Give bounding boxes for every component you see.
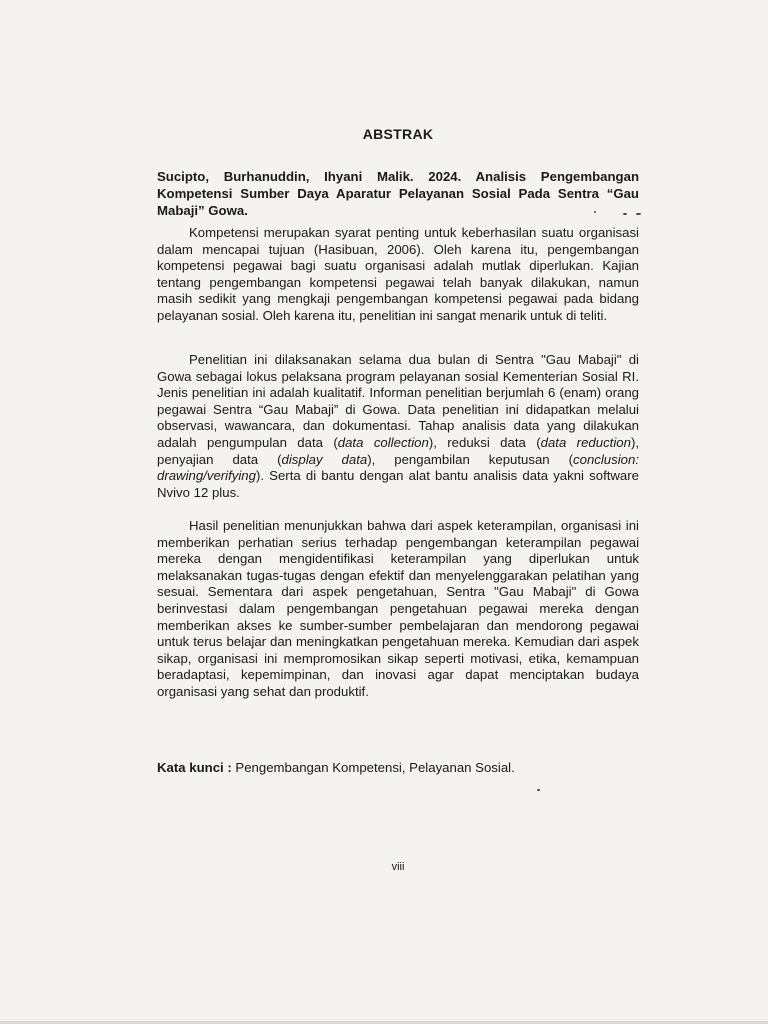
keywords [157,759,639,776]
keywords-label: Kata kunci : [157,760,232,775]
paragraph-text: ), penyajian data ( [157,434,639,467]
italic-term: data collection [337,434,429,450]
paragraph-text: Hasil penelitian menunjukkan bahwa dari aspek keterampilan, organisasi ini memberikan perhatian serius terhadap pengembangan keterampilan pegawai mereka dengan mengidentifikasi keterampilan yang diperlukan untuk melaksanakan tugas-tugas dengan efektif dan menyelenggarakan pelatihan yang sesuai. Sementara dari aspek pengetahuan, Sentra "Gau Mabaji" di Gowa berinvestasi dalam pengembangan pengetahuan pegawai mereka dengan memberikan akses ke sumber-sumber pembelajaran dan mendorong pegawai untuk terus belajar dan meningkatkan pengetahuan mereka. Kemudian dari aspek sikap, organisasi ini mempromosikan sikap seperti motivasi, etika, kemampuan beradaptasi, kepemimpinan, dan inovasi agar dapat menciptakan budaya organisasi yang sehat dan produktif. [157,518,639,699]
paragraph-text: Penelitian ini dilaksanakan selama dua bulan di Sentra "Gau Mabaji" di Gowa sebagai lokus pelaksana program pelayanan sosial Kementerian Sosial RI. Jenis penelitian ini adalah kualitatif. Informan penelitian berjumlah 6 (enam) orang pegawai Sentra “Gau Mabaji” di Gowa. Data penelitian ini didapatkan melalui observasi, wawancara, dan dokumentasi. Tahap analisis data yang dilakukan adalah pengumpulan data ( [157,352,639,450]
paragraph-2 [157,352,639,501]
italic-term: data reduction [540,434,631,450]
citation: Sucipto, Burhanuddin, Ihyani Malik. 2024. Analisis Pengembangan Kompetensi Sumber Daya Aparatur Pelayanan Sosial Pada Sentra “Gau Mabaji” Gowa. [157,169,639,218]
paragraph-text: ), pengambilan keputusan ( [367,451,574,467]
paragraph-text: ). Serta di bantu dengan alat bantu analisis data yakni software Nvivo 12 plus. [157,468,639,500]
scan-speck [623,213,627,215]
keywords-text: Pengembangan Kompetensi, Pelayanan Sosial. [235,760,515,775]
paragraph-text: ), reduksi data ( [428,434,541,450]
scan-speck [537,789,540,791]
italic-term: display data [281,451,368,467]
paragraph-3 [157,518,639,701]
abstract-title: ABSTRAK [362,126,434,142]
scan-speck [636,213,641,215]
page-number: viii [391,861,405,873]
scan-speck [594,211,596,213]
paragraph-1 [157,225,639,325]
italic-term: conclusion: drawing/verifying [157,451,639,484]
paragraph-text: Kompetensi merupakan syarat penting untuk keberhasilan suatu organisasi dalam mencapai tujuan (Hasibuan, 2006). Oleh karena itu, pengembangan kompetensi pegawai bagi suatu organisasi adalah mutlak diperlukan. Kajian tentang pengembangan kompetensi pegawai telah banyak dilakukan, namun masih sedikit yang mengkaji pengembangan kompetensi pegawai pada bidang pelayanan sosial. Oleh karena itu, penelitian ini sangat menarik untuk di teliti. [157,225,639,323]
